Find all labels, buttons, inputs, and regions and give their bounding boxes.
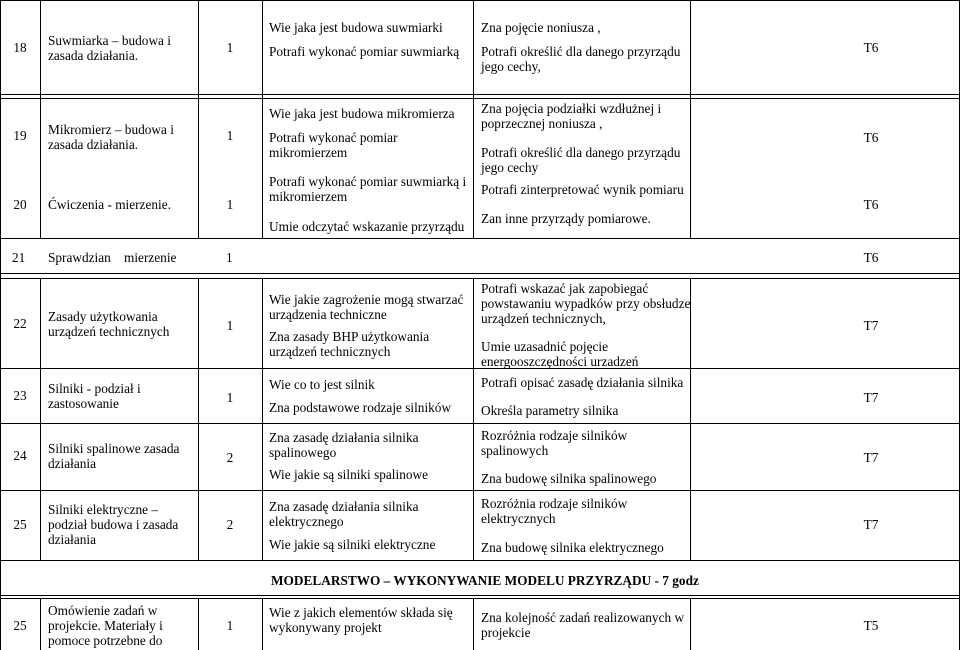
- skills-cell: Umie uzasadnić pojęcie: [481, 339, 609, 354]
- knowledge-cell: urządzeń technicznych: [269, 344, 391, 359]
- level-cell: T7: [863, 517, 879, 532]
- topic-cell: projekcie. Materiały i: [48, 618, 163, 633]
- knowledge-cell: elektrycznego: [269, 514, 344, 529]
- knowledge-cell: Zna zasadę działania silnika: [269, 430, 419, 445]
- skills-cell: Potrafi określić dla danego przyrządu: [481, 145, 681, 160]
- topic-cell: urządzeń technicznych: [48, 324, 170, 339]
- row-divider: [0, 490, 960, 491]
- hours-cell: 1: [226, 250, 233, 265]
- row-number: 22: [13, 316, 27, 331]
- skills-cell: jego cechy: [481, 160, 539, 175]
- skills-cell: Rozróżnia rodzaje silników: [481, 428, 628, 443]
- topic-cell: Suwmiarka – budowa i: [48, 33, 171, 48]
- skills-cell: Potrafi opisać zasadę działania silnika: [481, 375, 684, 390]
- topic-cell: działania: [48, 532, 96, 547]
- row-number: 18: [13, 40, 27, 55]
- knowledge-cell: urządzenia techniczne: [269, 307, 387, 322]
- topic-cell: Silniki spalinowe zasada: [48, 441, 180, 456]
- skills-cell: Określa parametry silnika: [481, 403, 619, 418]
- topic-cell: zastosowanie: [48, 396, 119, 411]
- skills-cell: Rozróżnia rodzaje silników: [481, 496, 628, 511]
- col-divider: [40, 278, 41, 560]
- knowledge-cell: Zna zasadę działania silnika: [269, 499, 419, 514]
- row-divider: [0, 98, 960, 99]
- knowledge-cell: Zna zasady BHP użytkowania: [269, 329, 430, 344]
- knowledge-cell: Wie z jakich elementów składa się: [269, 605, 453, 620]
- topic-cell: Silniki - podział i: [48, 381, 141, 396]
- level-cell: T6: [863, 197, 879, 212]
- knowledge-cell: Potrafi wykonać pomiar suwmiarką: [269, 44, 460, 59]
- knowledge-cell: Wie jakie są silniki elektryczne: [269, 537, 436, 552]
- col-divider: [262, 598, 263, 650]
- col-divider: [473, 0, 474, 238]
- level-cell: T6: [863, 250, 879, 265]
- skills-cell: Zna budowę silnika spalinowego: [481, 471, 657, 486]
- skills-cell: Zan inne przyrządy pomiarowe.: [481, 211, 651, 226]
- skills-cell: elektrycznych: [481, 511, 556, 526]
- row-divider: [0, 238, 960, 239]
- skills-cell: spalinowych: [481, 443, 549, 458]
- hours-cell: 1: [226, 197, 234, 212]
- topic-cell: Mikromierz – budowa i: [48, 122, 174, 137]
- knowledge-cell: mikromierzem: [269, 189, 348, 204]
- skills-cell: Zna pojęcie noniusza ,: [481, 20, 601, 35]
- hours-cell: 1: [226, 618, 234, 633]
- knowledge-cell: Potrafi wykonać pomiar: [269, 130, 398, 145]
- hours-cell: 1: [226, 318, 234, 333]
- row-divider: [0, 273, 960, 274]
- topic-cell: działania: [48, 456, 96, 471]
- col-divider: [40, 598, 41, 650]
- row-divider: [0, 368, 960, 369]
- level-cell: T7: [863, 318, 879, 333]
- knowledge-cell: Wie co to jest silnik: [269, 377, 375, 392]
- row-divider: [0, 560, 960, 561]
- row-number: 23: [13, 388, 27, 403]
- knowledge-cell: Umie odczytać wskazanie przyrządu: [269, 219, 465, 234]
- skills-cell: jego cechy,: [481, 59, 541, 74]
- skills-cell: projekcie: [481, 625, 531, 640]
- row-divider: [0, 94, 960, 95]
- knowledge-cell: Wie jakie są silniki spalinowe: [269, 467, 428, 482]
- knowledge-cell: Wie jaka jest budowa mikromierza: [269, 106, 455, 121]
- hours-cell: 1: [226, 128, 234, 143]
- knowledge-cell: Zna podstawowe rodzaje silników: [269, 400, 452, 415]
- section-header: MODELARSTWO – WYKONYWANIE MODELU PRZYRZĄDU - 7 godz: [271, 573, 699, 588]
- skills-cell: Zna budowę silnika elektrycznego: [481, 540, 664, 555]
- topic-cell: Zasady użytkowania: [48, 309, 158, 324]
- table-border-top: [0, 0, 960, 1]
- topic-cell: zasada działania.: [48, 48, 139, 63]
- row-number: 25: [13, 618, 27, 633]
- row-number: 25: [13, 517, 27, 532]
- skills-cell: urządzeń technicznych,: [481, 311, 606, 326]
- col-divider: [262, 278, 263, 560]
- level-cell: T6: [863, 130, 879, 145]
- level-cell: T5: [863, 618, 879, 633]
- topic-cell: zasada działania.: [48, 137, 139, 152]
- topic-cell: Omówienie zadań w: [48, 603, 158, 618]
- hours-cell: 1: [226, 40, 234, 55]
- hours-cell: 2: [226, 450, 234, 465]
- skills-cell: energooszczędności urzadzeń: [481, 354, 639, 369]
- row-divider: [0, 423, 960, 424]
- row-number: 19: [13, 128, 27, 143]
- knowledge-cell: wykonywany projekt: [269, 620, 382, 635]
- row-divider: [0, 598, 960, 599]
- topic-cell: Sprawdzian: [48, 250, 111, 265]
- col-divider: [473, 278, 474, 560]
- knowledge-cell: Potrafi wykonać pomiar suwmiarką i: [269, 174, 467, 189]
- topic-cell: podział budowa i zasada: [48, 517, 179, 532]
- row-number: 21: [12, 250, 26, 265]
- row-number: 20: [13, 197, 27, 212]
- level-cell: T7: [863, 450, 879, 465]
- row-divider: [0, 278, 960, 279]
- row-divider: [0, 595, 960, 596]
- row-number: 24: [13, 448, 27, 463]
- topic-cell: mierzenie: [124, 250, 177, 265]
- hours-cell: 2: [226, 517, 234, 532]
- col-divider: [262, 0, 263, 238]
- topic-cell: pomoce potrzebne do: [48, 633, 163, 648]
- knowledge-cell: Wie jaka jest budowa suwmiarki: [269, 20, 443, 35]
- level-cell: T6: [863, 40, 879, 55]
- skills-cell: Zna pojęcia podziałki wzdłużnej i: [481, 101, 662, 116]
- topic-cell: Ćwiczenia - mierzenie.: [48, 197, 171, 212]
- knowledge-cell: Wie jakie zagrożenie mogą stwarzać: [269, 292, 464, 307]
- col-divider: [473, 598, 474, 650]
- skills-cell: poprzecznej noniusza ,: [481, 116, 603, 131]
- level-cell: T7: [863, 390, 879, 405]
- skills-cell: Potrafi określić dla danego przyrządu: [481, 44, 681, 59]
- knowledge-cell: spalinowego: [269, 445, 337, 460]
- skills-cell: Potrafi zinterpretować wynik pomiaru: [481, 182, 684, 197]
- knowledge-cell: mikromierzem: [269, 145, 348, 160]
- skills-cell: powstawaniu wypadków przy obsłudze: [481, 296, 691, 311]
- skills-cell: Potrafi wskazać jak zapobiegać: [481, 281, 649, 296]
- hours-cell: 1: [226, 390, 234, 405]
- topic-cell: Silniki elektryczne –: [48, 502, 159, 517]
- col-divider: [40, 0, 41, 238]
- skills-cell: Zna kolejność zadań realizowanych w: [481, 610, 685, 625]
